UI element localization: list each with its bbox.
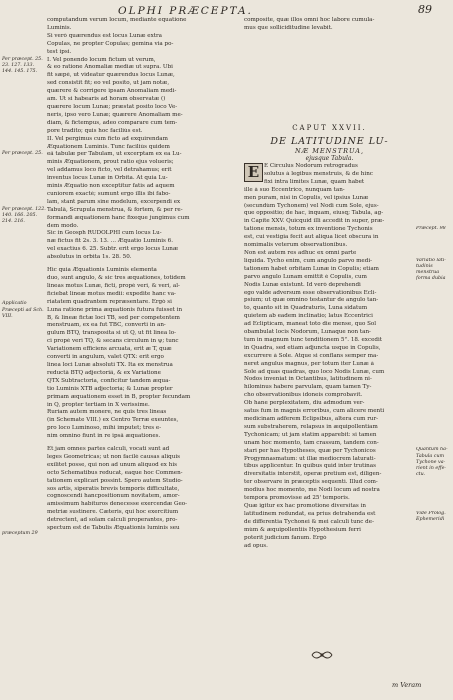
right-column-line: mus que solliciditudine levabit. — [244, 24, 333, 31]
right-column-line: ille à suo Eccentrico, nunquam tan- — [244, 186, 345, 193]
margin-note: Quantum ha- Tabula cum Tychone va- rient in effe- ctu. — [416, 447, 448, 478]
left-column-line: Luna ratione prima æquationis futura fuisset in — [47, 306, 183, 313]
left-column-line: quærere locum Lunæ; præstat posito loco Ve- — [47, 103, 178, 110]
drop-cap: E — [244, 163, 263, 182]
right-column-line: tatione mensis, totum ex inventione Tychonis — [244, 226, 373, 233]
left-column-line: B, & lineæ fictæ loci TB, sed per competentem — [47, 314, 180, 321]
left-column-line: Et jam omnes partes calculi, vocati sunt ad — [47, 446, 170, 453]
left-column-line: dem modo. — [47, 222, 79, 229]
right-column-line: tibus applicentur. In quibus quid inter trutinas — [244, 463, 376, 470]
left-column-line: neris, ipso vero Lunæ; quærere Anomaliam me- — [47, 111, 183, 118]
chapter-title-line2: NÆ MENSTRUA, — [294, 147, 365, 155]
tailpiece-ornament-icon — [310, 648, 334, 662]
right-column-line: obambulat locis Nodorum, Lunaque non tan- — [244, 329, 371, 336]
right-column-line: tationem habet orbitam Lunæ in Copulis; etiam — [244, 265, 379, 272]
left-column-line: metriæ sustinere. Cæteris, qui hoc exercitium — [47, 509, 179, 516]
catchword: m Veram — [392, 681, 422, 689]
left-column-line: amissimum habituros denecesse exercendæ Geo- — [47, 501, 188, 508]
left-column-line: ci propè veri TQ, & secans circulum in ψ; tunc — [47, 338, 179, 345]
right-column-line: (secundùm Tychonem) vel Nodi cum Sole, ejus- — [244, 202, 379, 209]
left-column-line: Ruriam autem monere, ne quis tres lineas — [47, 409, 167, 416]
left-column-line: reductâ BTQ adjectoriâ, & ex Variatione — [47, 369, 161, 376]
left-column-line: lam, stant parum sine modelum, excerpendi ex — [47, 198, 181, 205]
right-column-line: unam hoc momento, tam crassum, tandem con- — [244, 439, 379, 446]
left-column-line: absolutus in orbita 1s. 28. 50. — [47, 254, 132, 261]
left-column-line: vel addamus loco ficto, vel detrahamus; erit — [47, 167, 172, 174]
left-column-line: & eo ratione Anomaliæ mediæ ut supra. Ubi — [47, 64, 173, 71]
left-column-line: QTX Subtractoria, conficitur tandem æqua- — [47, 377, 171, 384]
left-column-line: sed consistit fit; eo vel posito, ut jam notæ, — [47, 80, 170, 87]
left-column-line: Æquationem Luminis. Tunc faciliùs quidem — [47, 143, 170, 150]
right-column-line: Nodos inveniat in Octantibus, latitudinem ni- — [244, 376, 372, 383]
right-column-body — [244, 163, 415, 550]
left-column-line: lineas motus Lunæ, ficti, propè veri, & veri, al- — [47, 282, 180, 289]
right-column-line: hilominus habere parvulam, quam tamen Ty- — [244, 384, 372, 391]
chapter-heading — [244, 124, 415, 162]
right-column-line: in Quadra, sed etiam adjuncta usque in Copulis, — [244, 344, 381, 351]
right-column-line: poterit judicium fanum. Ergò — [244, 534, 327, 541]
right-column-line: diversitatis interstit, operæ pretium est, diligen- — [244, 471, 382, 478]
right-column-line: tum in magnum tunc tenditionem 5°. 18. excedit — [244, 336, 383, 343]
left-column-line: II. Vel pergimus cum ficto ad exquirendam — [47, 135, 168, 142]
right-column-line: est, cui vestigia fecit aut aliqua licet obscura in — [244, 234, 379, 241]
right-column-line: quietem ab eadem inclinatio; latus Eccentrici — [244, 313, 373, 320]
left-column-line: formandi æquationem hanc fixeque jungimus cum — [47, 214, 190, 221]
left-column-line: inventus locus Lunæ in Orbita. At quia Lu- — [47, 175, 168, 182]
right-column-line: sum substraherem, relapsus in æquipollentiam — [244, 423, 378, 430]
left-column-line: pro loco Luminoso, mihi imputet; tres e- — [47, 425, 162, 432]
right-column-line: Ob hane perplexitatem, diu admodum ver- — [244, 400, 365, 407]
left-column-line: quærere & corrigere ipsam Anomaliam medi- — [47, 88, 177, 95]
left-column-line: riatatem quadrantem repræsentare. Ergò si — [47, 298, 172, 305]
left-column-line: gulum BTQ, transposita si ut Q, ut fit linea lo- — [47, 330, 177, 337]
right-column-line: E Circulus Nodorum retrogradus — [264, 163, 358, 169]
right-column-line: tempora promovisse ad 25' temporis. — [244, 495, 350, 502]
right-column-line: neret angulus magnus, per totum iter Lunæ à — [244, 360, 374, 367]
right-column-line: modius hoc momento, me Nodi locum ad nostra — [244, 487, 380, 494]
right-column-line: Non est autem res adhuc ex omni parte — [244, 249, 357, 256]
right-column-line: ter observare in præceptis sequenti. Illud com- — [244, 479, 378, 486]
left-column-line: tationem explicari possint. Spero autem Studio- — [47, 477, 183, 484]
right-column-line: Sole ad quas quadras, quo loco Nodis Lunæ, cum — [244, 368, 385, 375]
right-column-line: nomimalis veterum observationibus. — [244, 242, 348, 249]
left-column-line: test ipsi. — [47, 48, 72, 55]
left-column-line: (in Schemate VIII.) ex Centro Terræ exeuntes, — [47, 417, 179, 424]
right-column-line: to, quanto sit in Quadraturis, Luna sidatum — [244, 305, 368, 312]
left-column-line: I. Vel ponendo locum fictum ut verum, — [47, 56, 156, 63]
left-column-line: exilitet posse, qui non ad unum aliquod ex his — [47, 461, 177, 468]
margin-note: Per præcept. 25. 23. 127. 133. 144. 145. 175. — [2, 56, 43, 74]
left-column-line: octo Schematibus reducat, eaque hoc Commen- — [47, 469, 183, 476]
left-column-line: cuniorem exactè; sumunt ergo illis ibi fabo- — [47, 190, 171, 197]
left-column-line: am. Ut si habearis ad horam observatæ () — [47, 96, 166, 103]
left-column-line: næ fictus fit 2s. 3. 13. … Æquatio Luminis 6. — [47, 238, 173, 245]
right-column-line: ad Eclipticam, maneat toto die mense, quo Sol — [244, 321, 377, 328]
right-column-line: latitudinem redundat, ea prius detrahenda est — [244, 510, 376, 517]
left-column-line: fit sæpè, ut videatur quærendus locus Lunæ, — [47, 72, 175, 79]
left-column-line: cognoscendi hancpositionum novitatem, amor- — [47, 493, 180, 500]
left-column-line: nim omnino fiunt in re ipsâ æquationes. — [47, 433, 161, 440]
right-column-line: Quæ igitur ex hac promotione diversitas in — [244, 502, 366, 509]
left-column-line: vel exactius 6. 25. Subtr. erit ergo locus Lunæ — [47, 246, 179, 253]
left-column-line: converti in angulum, valet QTX: erit ergo — [47, 354, 164, 361]
left-column-line: Variationem efficiens arcuata, erit æ T, quæ — [47, 346, 172, 353]
margin-note: Variatio lati- tudinis menstrua forma dubia — [416, 257, 446, 282]
right-column-line: medicinam adferem Eclipsibus, altera cum rur- — [244, 416, 379, 422]
right-column-line: men puram, nisi in Copulis, vel ipsius Lunæ — [244, 194, 369, 201]
left-column-line: Tabulâ, Scrupula menstrua, & fortem, & per re- — [47, 206, 183, 213]
right-column-line: fixi intra limites Lunæ, quam habet — [264, 178, 365, 185]
right-column-line: liquida. Tycho enim, cum angulo parvo medi- — [244, 257, 373, 264]
left-column-line: diam, & fictempus, adeo comparare cum tem- — [47, 119, 178, 126]
right-column-line: mùm & æquipollentiis Hypothesium ferri — [244, 526, 361, 533]
margin-note: Applicatio Præcepti ad Sch. VIII. — [2, 301, 44, 319]
left-column-line: duo, sunt angulo, & sic tres æquationes, totidem — [47, 275, 186, 281]
left-column-line: sos artis, siperatis brevis temporis difficultate, — [47, 485, 180, 492]
margin-note: præceptum 29 — [2, 530, 38, 536]
left-column-line: Copulas, ne propter Copulas; gemina via po- — [47, 40, 174, 47]
chapter-subtitle: ejusque Tabula. — [305, 155, 354, 162]
right-column-line: in Capite XXV. Quicquid illi accedit in super, præ- — [244, 218, 385, 225]
right-column-line: Nodis Lunæ existunt. Id verò deprehendi — [244, 281, 361, 288]
left-column-line: spectum est de Tabulis Æquationis luminis seu — [47, 525, 180, 532]
left-column-line: menstruam, ex ea fut TBC, converti in an- — [47, 322, 166, 329]
right-column-line: ego valde adversum esse observationibus Ecli- — [244, 289, 377, 296]
margin-note: Vide Prolog. Ephemeridi — [416, 510, 446, 522]
margin-note: Præcept. 98 — [416, 226, 446, 232]
left-column-line: detrectent, ad solam calculi properantes, pro- — [47, 517, 178, 524]
margin-note: Per præcept. 122. 140. 166. 205. 214. 216. — [2, 206, 46, 224]
left-column-line: Si verò quærendus est locus Lunæ extra — [47, 32, 162, 39]
left-column-line: pore tradito; quis hoc faciliùs est. — [47, 127, 143, 134]
right-column-line: satus fum in magnis erroribus, cum alicere menti — [244, 408, 385, 415]
left-column-line: Hic quia Æquationis Luminis elementa — [47, 267, 157, 274]
right-column-line: que oppositio; de hac, inquam, eiusq; Tabula, ag- — [244, 210, 384, 217]
chapter-title-line1: DE LATITUDINE LU- — [270, 136, 389, 147]
chapter-number: CAPUT XXVII. — [292, 124, 367, 132]
left-column — [47, 17, 235, 533]
left-column-line: eâ tabulæ per Tabulam, ut excerptam ex ea Lu- — [47, 151, 182, 158]
left-column-line: linea loci Lunæ absoluti TX. Ita ex menstrua — [47, 361, 173, 368]
left-column-line: computandum verum locum, mediante equatione — [47, 17, 187, 23]
right-column-line: stari per has Hypotheses, quæ per Tychonicos — [244, 447, 376, 454]
right-column-top — [244, 17, 415, 33]
left-column-line: Luminis. — [47, 24, 72, 31]
page-number: 89 — [418, 3, 432, 16]
right-column-line: Progymnasmatum: ut illæ mediocrem laturati- — [244, 455, 376, 462]
left-column-line: in Q, propter tertiam in X verissime. — [47, 401, 150, 408]
right-column-line: solutus à legibus menstruis, & de hinc — [264, 170, 373, 177]
right-column-line: composite, quæ illos omni hoc labore cumula- — [244, 17, 375, 23]
left-column-line: leges Geometricas; ut non facilè causas aliquis — [47, 453, 180, 460]
left-column-line: tio Luminis XTB adjectoria; & Lunæ propter — [47, 385, 173, 392]
right-column-line: excurrere à Sole. Atque si conflans semper ma- — [244, 352, 379, 359]
left-column-line: minis Æquatio non exceptitur fatis ad aquem — [47, 183, 175, 190]
left-column-line: primam æquationem esset in B, propter fecundam — [47, 393, 191, 400]
running-head: OLPHI PRÆCEPTA. — [118, 5, 253, 17]
right-column-line: cho observationibus idoneis comprobavit. — [244, 392, 363, 399]
right-column-line: psium; ut quæ omnino testantur de angulo tan- — [244, 297, 379, 304]
right-column-line: de differentia Tychonei & mei calculi tunc de- — [244, 518, 374, 525]
left-column-line: minis Æquationem, prout ratio ejus volueris; — [47, 159, 174, 166]
margin-note: Per præcept. 25. — [2, 151, 43, 157]
right-column-line: parvo angulo Lunam emittit è Copulis, cum — [244, 273, 367, 280]
left-column-line: Sic in Geosph RUDOLPHI cum locus Lu- — [47, 230, 162, 237]
left-column-line: ficiebat lineæ motus medii: expedite hanc va- — [47, 290, 176, 297]
right-column-line: Tychonicam; ut jam statim apparebit: si tamen — [244, 431, 377, 438]
right-column-line: ad opus. — [244, 542, 268, 549]
